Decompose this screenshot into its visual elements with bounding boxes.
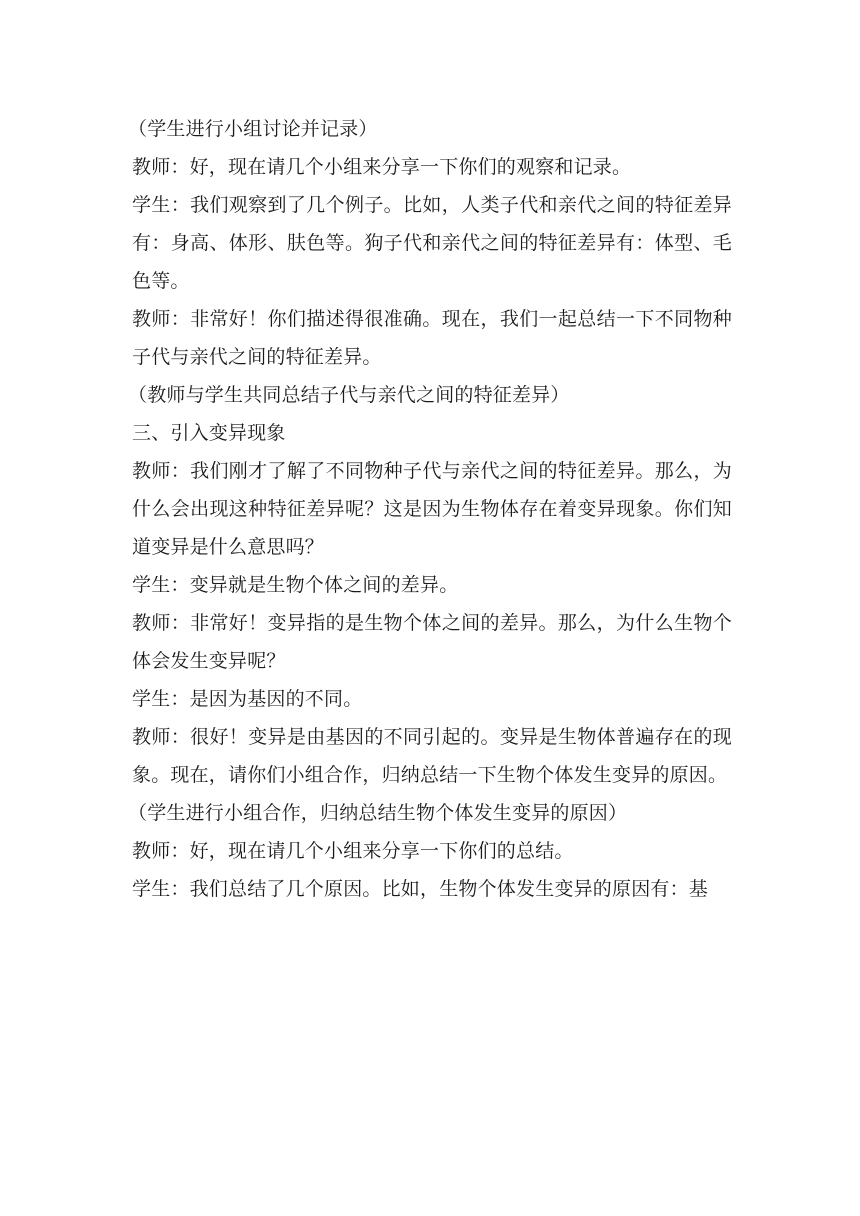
stage-note: （学生进行小组讨论并记录） <box>128 118 378 140</box>
dialog-paragraph: 教师：很好！变异是由基因的不同引起的。变异是生物体普遍存在的现象。现在，请你们小组合作，归纳总结一下生物个体发生变异的原因。 <box>132 726 732 786</box>
dialog-paragraph: 教师：我们刚才了解了不同物种子代与亲代之间的特征差异。那么，为什么会出现这种特征差异呢？这是因为生物体存在着变异现象。你们知道变异是什么意思吗？ <box>132 460 732 558</box>
dialog-paragraph: 学生：我们观察到了几个例子。比如，人类子代和亲代之间的特征差异有：身高、体形、肤色等。狗子代和亲代之间的特征差异有：体型、毛色等。 <box>132 194 732 292</box>
dialog-paragraph: 学生：是因为基因的不同。 <box>132 688 363 710</box>
dialog-paragraph: 教师：好，现在请几个小组来分享一下你们的总结。 <box>132 840 574 862</box>
document-body <box>128 110 732 908</box>
dialog-paragraph: 教师：非常好！你们描述得很准确。现在，我们一起总结一下不同物种子代与亲代之间的特征差异。 <box>132 308 732 368</box>
dialog-paragraph: 教师：好，现在请几个小组来分享一下你们的观察和记录。 <box>132 156 632 178</box>
dialog-paragraph: 教师：非常好！变异指的是生物个体之间的差异。那么，为什么生物个体会发生变异呢？ <box>132 612 732 672</box>
section-heading: 三、引入变异现象 <box>132 422 286 444</box>
dialog-paragraph: 学生：我们总结了几个原因。比如，生物个体发生变异的原因有：基 <box>132 878 709 900</box>
stage-note: （学生进行小组合作，归纳总结生物个体发生变异的原因） <box>128 802 628 824</box>
stage-note: （教师与学生共同总结子代与亲代之间的特征差异） <box>128 384 570 406</box>
dialog-paragraph: 学生：变异就是生物个体之间的差异。 <box>132 574 459 596</box>
